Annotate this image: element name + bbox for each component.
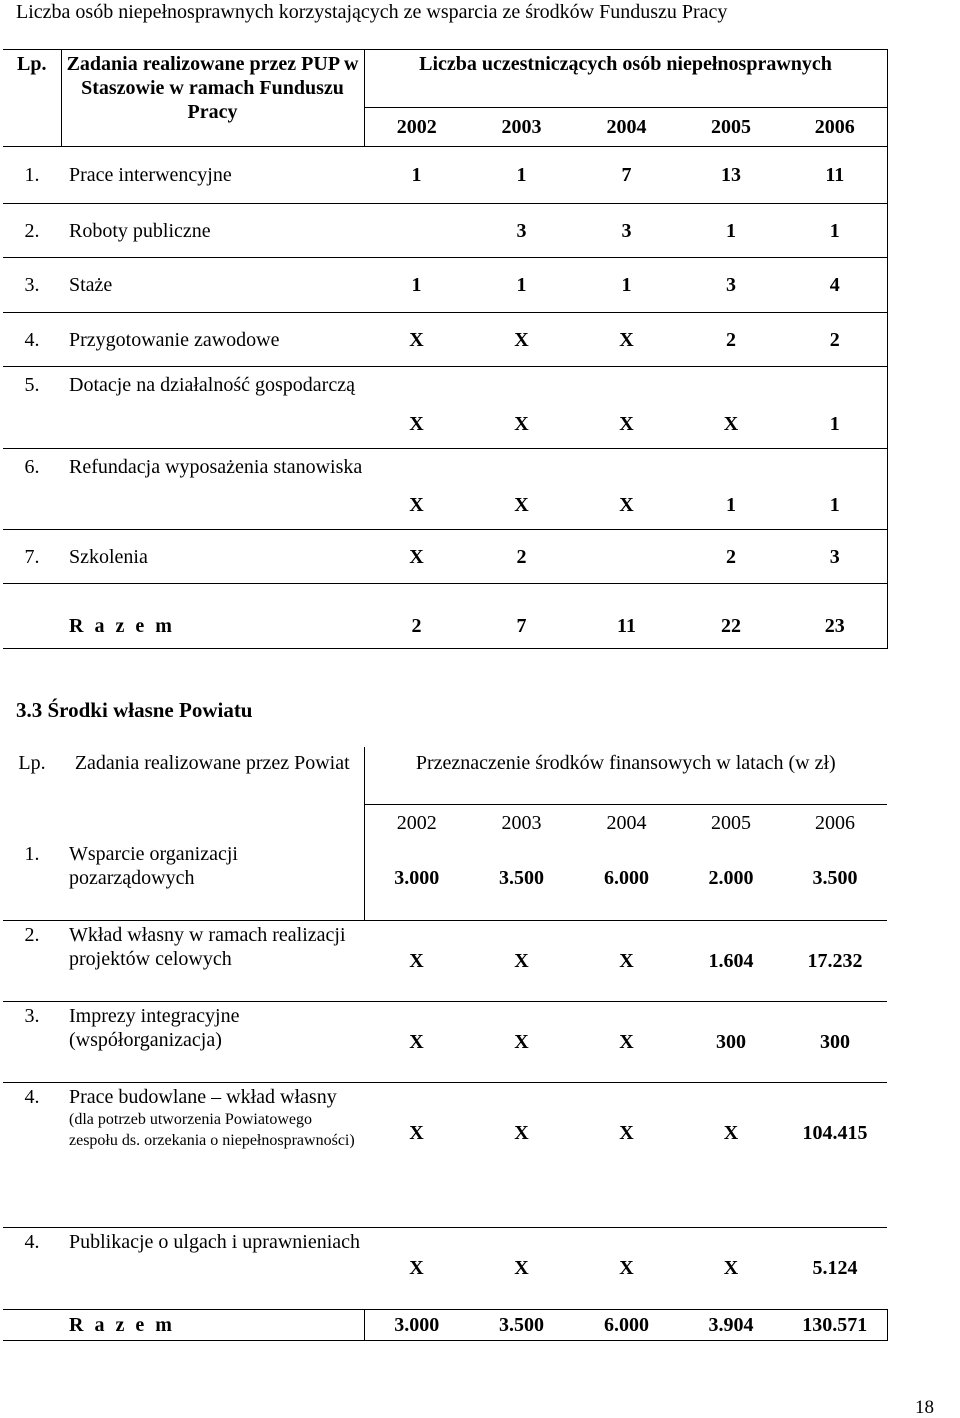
- row-value: X: [574, 920, 679, 1001]
- total-value: 3.500: [469, 1309, 574, 1340]
- row-value: 1: [574, 258, 679, 313]
- row-value: 3: [679, 258, 783, 313]
- row-lp: 4.: [3, 313, 61, 367]
- row-task: Prace budowlane – wkład własny: [69, 1085, 337, 1108]
- table-row: [3, 147, 887, 204]
- row-task: Refundacja wyposażenia stanowiska: [61, 449, 364, 530]
- row-value: [574, 530, 679, 584]
- row-value: 2: [679, 313, 783, 367]
- row-lp: 4.: [3, 1082, 61, 1227]
- row-lp: 5.: [3, 367, 61, 449]
- header-year: 2005: [679, 108, 783, 147]
- row-lp: 2.: [3, 204, 61, 258]
- row-lp: 4.: [3, 1227, 61, 1309]
- table-fundusz-pracy: [3, 49, 888, 649]
- row-value: X: [574, 449, 679, 530]
- row-value: X: [574, 1082, 679, 1227]
- row-value: 1: [783, 204, 887, 258]
- row-value: X: [469, 920, 574, 1001]
- row-task: Dotacje na działalność gospodarczą: [61, 367, 364, 449]
- row-value: X: [469, 1227, 574, 1309]
- total-value: 3.000: [364, 1309, 469, 1340]
- total-value: 22: [679, 584, 783, 649]
- total-value: 3.904: [679, 1309, 783, 1340]
- row-value: X: [469, 1001, 574, 1082]
- row-lp: 2.: [3, 920, 61, 1001]
- row-value: X: [364, 920, 469, 1001]
- row-lp: 6.: [3, 449, 61, 530]
- header-year: 2003: [501, 812, 542, 835]
- row-value: X: [469, 1082, 574, 1227]
- row-lp: 1.: [3, 147, 61, 204]
- row-value: X: [679, 1227, 783, 1309]
- total-value: 2: [364, 584, 469, 649]
- row-lp: 7.: [3, 530, 61, 584]
- row-value: X: [364, 367, 469, 449]
- row-value: X: [574, 367, 679, 449]
- row-value: 7: [574, 147, 679, 204]
- total-value: 23: [783, 584, 887, 649]
- table-row: [3, 1082, 887, 1227]
- row-value: 2.000: [679, 842, 783, 920]
- row-task: Szkolenia: [61, 530, 364, 584]
- total-value: 7: [469, 584, 574, 649]
- total-label: R a z e m: [61, 1309, 364, 1340]
- row-task: Roboty publiczne: [61, 204, 364, 258]
- row-value: 1: [469, 147, 574, 204]
- row-value: 6.000: [574, 842, 679, 920]
- table-row: [3, 1001, 887, 1082]
- table-row: [3, 258, 887, 313]
- header-year: 2006: [815, 812, 855, 835]
- section-heading: 3.3 Środki własne Powiatu: [16, 698, 253, 722]
- row-lp: 1.: [3, 842, 61, 920]
- row-value: 1: [469, 258, 574, 313]
- page-title: Liczba osób niepełnosprawnych korzystających ze wsparcia ze środków Funduszu Pracy: [16, 1, 728, 23]
- row-value: 300: [783, 1001, 887, 1082]
- row-task: Prace interwencyjne: [61, 147, 364, 204]
- row-value: X: [574, 1227, 679, 1309]
- row-value: 3.500: [783, 842, 887, 920]
- row-value: X: [364, 449, 469, 530]
- row-value: 17.232: [783, 920, 887, 1001]
- row-note: (dla potrzeb utworzenia Powiatowego zespołu ds. orzekania o niepełnosprawności): [69, 1110, 355, 1149]
- row-value: 2: [469, 530, 574, 584]
- header-year: 2004: [606, 812, 647, 835]
- row-value: 2: [679, 530, 783, 584]
- row-value: 11: [783, 147, 887, 204]
- total-value: 130.571: [783, 1309, 887, 1340]
- row-task: Imprezy integracyjne (współorganizacja): [61, 1001, 364, 1082]
- table-row: [3, 920, 887, 1001]
- row-lp: 3.: [3, 258, 61, 313]
- row-task: Publikacje o ulgach i uprawnieniach: [61, 1227, 364, 1309]
- row-value: X: [469, 367, 574, 449]
- row-value: X: [574, 313, 679, 367]
- row-value: 1: [679, 449, 783, 530]
- row-value: 5.124: [783, 1227, 887, 1309]
- header-year: 2002: [364, 804, 469, 842]
- row-task: Przygotowanie zawodowe: [61, 313, 364, 367]
- row-value: X: [679, 367, 783, 449]
- row-value: 13: [679, 147, 783, 204]
- table-row: [3, 1227, 887, 1309]
- header-task: Zadania realizowane przez Powiat: [74, 752, 350, 774]
- row-value: 3.500: [469, 842, 574, 920]
- table-row: [3, 204, 887, 258]
- row-value: 3: [574, 204, 679, 258]
- row-value: 1.604: [679, 920, 783, 1001]
- row-task: Staże: [61, 258, 364, 313]
- row-task: Wkład własny w ramach realizacji projektów celowych: [61, 920, 364, 1001]
- row-value: 1: [364, 147, 469, 204]
- header-year: 2002: [364, 108, 469, 147]
- row-value: X: [364, 530, 469, 584]
- header-lp: Lp.: [18, 752, 46, 774]
- row-lp: 3.: [3, 1001, 61, 1082]
- page-number: 18: [915, 1397, 934, 1418]
- header-year: 2004: [574, 108, 679, 147]
- table-row: [3, 842, 887, 920]
- table-row: [3, 313, 887, 367]
- header-year: 2006: [783, 108, 887, 147]
- row-value: 3.000: [364, 842, 469, 920]
- table-row: [3, 530, 887, 584]
- row-value: [364, 204, 469, 258]
- row-value: 4: [783, 258, 887, 313]
- row-value: X: [679, 1082, 783, 1227]
- header-group: Przeznaczenie środków finansowych w latach (w zł): [364, 747, 887, 804]
- row-task: Wsparcie organizacji pozarządowych: [61, 842, 364, 920]
- row-value: 2: [783, 313, 887, 367]
- total-value: 11: [574, 584, 679, 649]
- total-value: 6.000: [574, 1309, 679, 1340]
- row-value: X: [364, 1227, 469, 1309]
- row-value: X: [469, 449, 574, 530]
- row-value: 104.415: [783, 1082, 887, 1227]
- total-row: [3, 1309, 887, 1340]
- row-value: 1: [364, 258, 469, 313]
- table-row: [3, 449, 887, 530]
- row-value: 1: [783, 367, 887, 449]
- row-value: 3: [783, 530, 887, 584]
- row-value: 1: [783, 449, 887, 530]
- row-value: X: [469, 313, 574, 367]
- header-year: 2005: [711, 812, 751, 835]
- total-row: [3, 584, 887, 649]
- table-srodki-wlasne: [3, 747, 888, 1341]
- header-year: 2003: [469, 108, 574, 147]
- header-task: Zadania realizowane przez PUP w Staszowie w ramach Funduszu Pracy: [61, 50, 364, 147]
- row-value: X: [364, 1082, 469, 1227]
- header-group: Liczba uczestniczących osób niepełnosprawnych: [364, 50, 887, 108]
- header-lp: Lp.: [3, 50, 61, 147]
- table-row: [3, 367, 887, 449]
- row-value: 300: [679, 1001, 783, 1082]
- row-value: X: [364, 313, 469, 367]
- total-label: R a z e m: [61, 584, 364, 649]
- row-value: 3: [469, 204, 574, 258]
- row-value: X: [364, 1001, 469, 1082]
- row-value: X: [574, 1001, 679, 1082]
- row-value: 1: [679, 204, 783, 258]
